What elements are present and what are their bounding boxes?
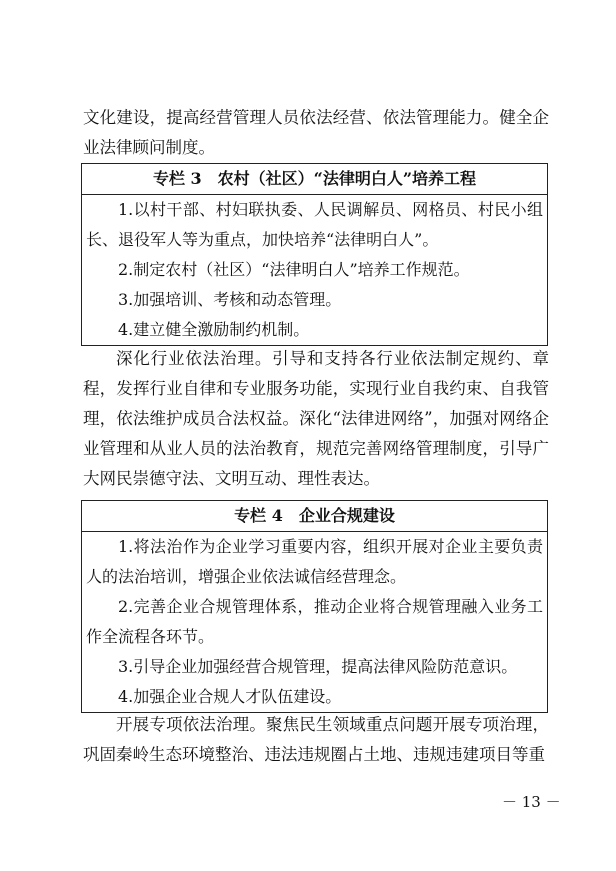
column-box-4-title: 专栏 4 企业合规建设 [82, 501, 547, 532]
column-box-4 [81, 500, 548, 713]
column-box-4-item-4: 4.加强企业合规人才队伍建设。 [118, 687, 342, 706]
column-box-3-item-3: 3.加强培训、考核和动态管理。 [118, 290, 342, 309]
column-box-3-item-1: 1.以村干部、村妇联执委、人民调解员、网格员、村民小组长、退役军人等为重点，加快培养“法律明白人”。 [86, 200, 543, 249]
column-box-3-item-4: 4.建立健全激励制约机制。 [118, 320, 310, 339]
column-box-4-item-2: 2.完善企业合规管理体系，推动企业将合规管理融入业务工作全流程各环节。 [86, 597, 543, 646]
column-box-3 [81, 163, 548, 346]
column-box-4-item-3: 3.引导企业加强经营合规管理，提高法律风险防范意识。 [118, 657, 518, 676]
column-box-3-item-2: 2.制定农村（社区）“法律明白人”培养工作规范。 [118, 260, 470, 279]
column-box-3-title: 专栏 3 农村（社区）“法律明白人”培养工程 [82, 164, 547, 195]
paragraph-legal-counsel: 文化建设，提高经营管理人员依法经营、依法管理能力。健全企业法律顾问制度。 [83, 108, 549, 157]
column-box-4-item-1: 1.将法治作为企业学习重要内容，组织开展对企业主要负责人的法治培训，增强企业依法诚信经营理念。 [86, 537, 543, 586]
page-number: － 13 － [502, 793, 561, 811]
paragraph-special-governance: 开展专项依法治理。聚焦民生领域重点问题开展专项治理，巩固秦岭生态环境整治、违法违规圈占土地、违规违建项目等重 [83, 715, 549, 764]
paragraph-industry-governance: 深化行业依法治理。引导和支持各行业依法制定规约、章程，发挥行业自律和专业服务功能，实现行业自我约束、自我管理，依法维护成员合法权益。深化“法律进网络”，加强对网络企业管理和从业人员的法治教育，规范完善网络管理制度，引导广大网民崇德守法、文明互动、理性表达。 [83, 349, 549, 488]
